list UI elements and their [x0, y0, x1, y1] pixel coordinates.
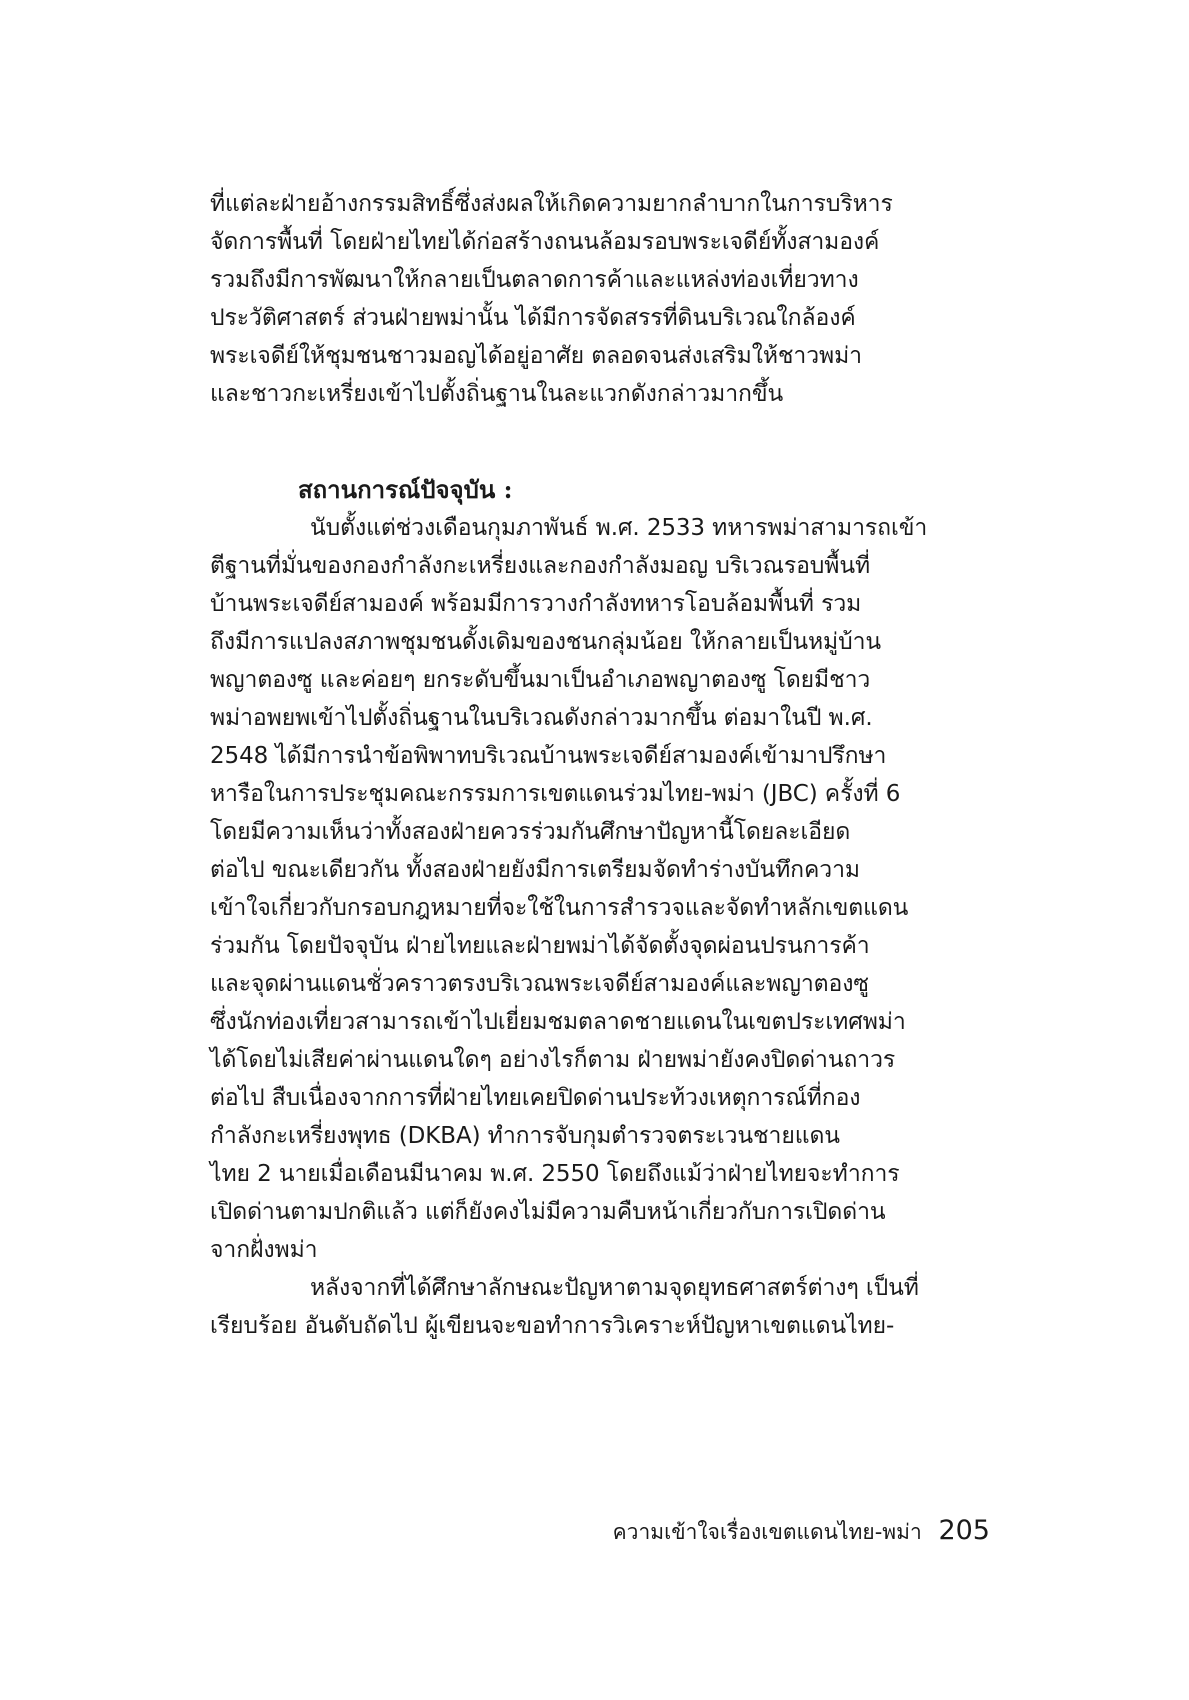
paragraph-line: ที่แต่ละฝ่ายอ้างกรรมสิทธิ์ซึ่งส่งผลให้เกิดความยากลำบากในการบริหาร — [210, 191, 893, 217]
paragraph-line: และจุดผ่านแดนชั่วคราวตรงบริเวณพระเจดีย์สามองค์และพญาตองซู — [210, 971, 869, 997]
paragraph-1 — [210, 185, 990, 413]
paragraph-line: กำลังกะเหรี่ยงพุทธ (DKBA) ทำการจับกุมตำรวจตระเวนชายแดน — [210, 1123, 840, 1149]
paragraph-line: จากฝั่งพม่า — [210, 1237, 318, 1263]
paragraph-2 — [210, 509, 990, 1269]
paragraph-line: เข้าใจเกี่ยวกับกรอบกฎหมายที่จะใช้ในการสำรวจและจัดทำหลักเขตแดน — [210, 895, 909, 921]
paragraph-3 — [210, 1269, 990, 1345]
paragraph-line: พญาตองซู และค่อยๆ ยกระดับขึ้นมาเป็นอำเภอพญาตองซู โดยมีชาว — [210, 667, 871, 693]
paragraph-line: หลังจากที่ได้ศึกษาลักษณะปัญหาตามจุดยุทธศาสตร์ต่างๆ เป็นที่ — [310, 1275, 919, 1301]
paragraph-line: รวมถึงมีการพัฒนาให้กลายเป็นตลาดการค้าและแหล่งท่องเที่ยวทาง — [210, 267, 859, 293]
section-heading: สถานการณ์ปัจจุบัน : — [298, 475, 513, 504]
paragraph-line: จัดการพื้นที่ โดยฝ่ายไทยได้ก่อสร้างถนนล้อมรอบพระเจดีย์ทั้งสามองค์ — [210, 229, 880, 255]
paragraph-line: พม่าอพยพเข้าไปตั้งถิ่นฐานในบริเวณดังกล่าวมากขึ้น ต่อมาในปี พ.ศ. — [210, 705, 873, 731]
paragraph-line: โดยมีความเห็นว่าทั้งสองฝ่ายควรร่วมกันศึกษาปัญหานี้โดยละเอียด — [210, 819, 851, 845]
paragraph-line: ไทย 2 นายเมื่อเดือนมีนาคม พ.ศ. 2550 โดยถึงแม้ว่าฝ่ายไทยจะทำการ — [210, 1161, 900, 1187]
page-footer — [600, 1516, 990, 1547]
paragraph-line: ถึงมีการแปลงสภาพชุมชนดั้งเดิมของชนกลุ่มน้อย ให้กลายเป็นหมู่บ้าน — [210, 629, 882, 655]
paragraph-line: นับตั้งแต่ช่วงเดือนกุมภาพันธ์ พ.ศ. 2533 ทหารพม่าสามารถเข้า — [310, 515, 928, 541]
paragraph-line: ต่อไป สืบเนื่องจากการที่ฝ่ายไทยเคยปิดด่านประท้วงเหตุการณ์ที่กอง — [210, 1085, 861, 1111]
paragraph-line: หารือในการประชุมคณะกรรมการเขตแดนร่วมไทย-พม่า (JBC) ครั้งที่ 6 — [210, 781, 901, 807]
paragraph-line: บ้านพระเจดีย์สามองค์ พร้อมมีการวางกำลังทหารโอบล้อมพื้นที่ รวม — [210, 591, 862, 617]
paragraph-line: ประวัติศาสตร์ ส่วนฝ่ายพม่านั้น ได้มีการจัดสรรที่ดินบริเวณใกล้องค์ — [210, 305, 856, 331]
paragraph-line: ซึ่งนักท่องเที่ยวสามารถเข้าไปเยี่ยมชมตลาดชายแดนในเขตประเทศพม่า — [210, 1009, 906, 1035]
running-title: ความเข้าใจเรื่องเขตแดนไทย-พม่า — [612, 1520, 922, 1544]
paragraph-line: ต่อไป ขณะเดียวกัน ทั้งสองฝ่ายยังมีการเตรียมจัดทำร่างบันทึกความ — [210, 857, 860, 883]
paragraph-line: ร่วมกัน โดยปัจจุบัน ฝ่ายไทยและฝ่ายพม่าได้จัดตั้งจุดผ่อนปรนการค้า — [210, 933, 870, 959]
paragraph-line: ตีฐานที่มั่นของกองกำลังกะเหรี่ยงและกองกำลังมอญ บริเวณรอบพื้นที่ — [210, 553, 871, 579]
paragraph-line: 2548 ได้มีการนำข้อพิพาทบริเวณบ้านพระเจดีย์สามองค์เข้ามาปรึกษา — [210, 743, 887, 769]
paragraph-line: เปิดด่านตามปกติแล้ว แต่ก็ยังคงไม่มีความคืบหน้าเกี่ยวกับการเปิดด่าน — [210, 1199, 886, 1225]
paragraph-line: พระเจดีย์ให้ชุมชนชาวมอญได้อยู่อาศัย ตลอดจนส่งเสริมให้ชาวพม่า — [210, 343, 862, 369]
body-text — [210, 185, 990, 1345]
paragraph-line: เรียบร้อย อันดับถัดไป ผู้เขียนจะขอทำการวิเคราะห์ปัญหาเขตแดนไทย- — [210, 1313, 895, 1339]
paragraph-line: ได้โดยไม่เสียค่าผ่านแดนใดๆ อย่างไรก็ตาม ฝ่ายพม่ายังคงปิดด่านถาวร — [210, 1047, 896, 1073]
page-number: 205 — [938, 1515, 990, 1546]
paragraph-line: และชาวกะเหรี่ยงเข้าไปตั้งถิ่นฐานในละแวกดังกล่าวมากขึ้น — [210, 381, 784, 407]
